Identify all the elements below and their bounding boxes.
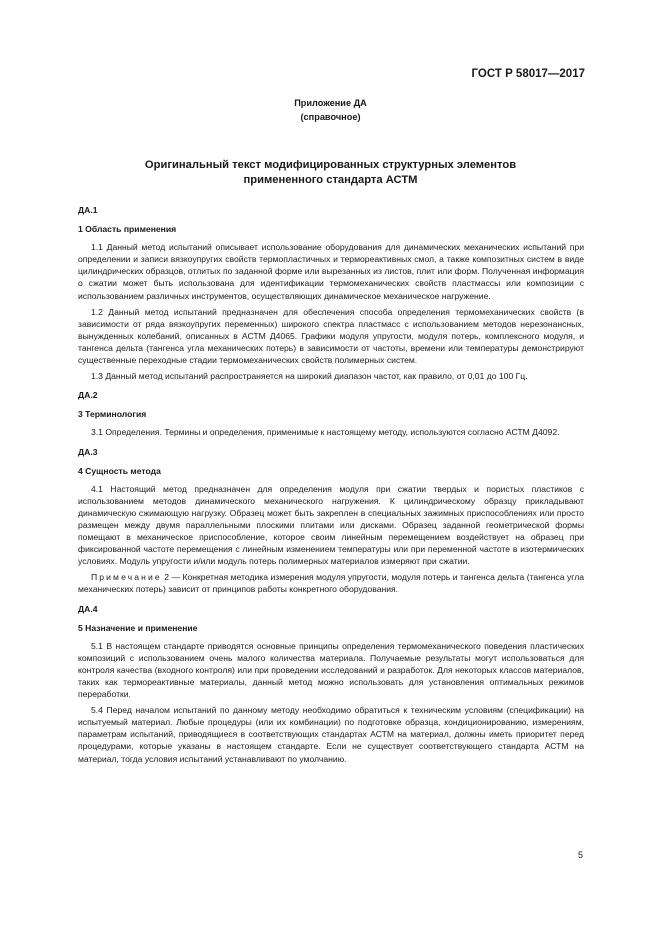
- section-label-da4: ДА.4: [78, 603, 98, 614]
- document-title: [0, 158, 661, 188]
- document-body: [78, 204, 584, 769]
- paragraph-4-1: 4.1 Настоящий метод предназначен для определения модуля при сжатии твердых и пористых пластиков с использованием методов динамического механического нагружения. К цилиндрическому образцу прикладывают динамическую сжимающую нагрузку. Образец может быть закреплен в специальных зажимных приспособлениях или просто размещен между двумя параллельными плоскими плитами или дисками. Образец заданной геометрической формы помещают в механическое приспособление, которое своим линейным перемещением воздействует на образец при фиксированной частоте перемещения с линейным изменением температуры или при переменной частоте в изотермических условиях. Модуль упругости и/или модуль потерь полимерных материалов измеряют при сжатии.: [78, 483, 584, 567]
- note-label: Примечание: [91, 572, 162, 583]
- section-label-da2: ДА.2: [78, 390, 98, 401]
- document-title-line-2: примененного стандарта АСТМ: [243, 174, 418, 186]
- section-heading-terminology: 3 Терминология: [78, 409, 147, 420]
- paragraph-5-4: 5.4 Перед началом испытаний по данному методу необходимо обратиться к техническим условиям (спецификации) на испытуемый материал. Любые процедуры (или их комбинации) по подготовке образца, кондиционированию, измерениям, параметрам испытаний, приводящиеся в соответствующих стандартах АСТМ на материал, должны иметь приоритет перед процедурами, которые указаны в настоящем стандарте. Если не существует соответствующего стандарта АСТМ на материал, тогда условия испытаний устанавливают по умолчанию.: [78, 705, 584, 764]
- appendix-type: (справочное): [300, 112, 361, 122]
- paragraph-5-1: 5.1 В настоящем стандарте приводятся основные принципы определения термомеханического поведения пластических композиций с использованием очень малого количества материала. Получаемые результаты могут использоваться для контроля качества (входного контроля) или при проведении исследований и разработок. Для некоторых классов материалов, таких как термореактивные материалы, данный метод можно использовать для установления оптимальных режимов переработки.: [78, 640, 584, 700]
- paragraph-1-2: 1.2 Данный метод испытаний предназначен для обеспечения способа определения термомеханических свойств (в зависимости от ряда вязкоупругих переменных) широкого спектра пластмасс с использованием методов нерезонансных, вынужденных колебаний, описанных в АСТМ Д4065. Графики модуля упругости, модуля потерь, комплексного модуля, и тангенса дельта (тангенса угла механических потерь) в зависимости от частоты, времени или температуры демонстрируют существенные переходные стадии термомеханических свойств полимерных систем.: [78, 306, 584, 366]
- paragraph-1-1: 1.1 Данный метод испытаний описывает использование оборудования для динамических механических испытаний при определении и записи вязкоупругих свойств термопластичных и термореактивных смол, а также композитных систем в виде цилиндрических образцов, отлитых по заданной форме или вырезанных из листов, плит или форм. Полученная информация о сжатии может быть использована для идентификации термомеханических свойств пластмассы или композиции с использованием различных инструментов, осуществляющих динамическое механическое нагружение.: [78, 242, 584, 301]
- appendix-title: [0, 96, 661, 124]
- section-heading-purpose: 5 Назначение и применение: [78, 622, 198, 633]
- section-heading-method: 4 Сущность метода: [78, 465, 161, 476]
- section-label-da1: ДА.1: [78, 205, 98, 215]
- note-2: [78, 571, 584, 595]
- document-header-id: ГОСТ Р 58017—2017: [471, 68, 585, 80]
- page-number: 5: [577, 850, 583, 860]
- section-heading-scope: 1 Область применения: [78, 224, 177, 235]
- paragraph-3-1: 3.1 Определения. Термины и определения, применимые к настоящему методу, используются согласно АСТМ Д4092.: [91, 427, 560, 438]
- paragraph-1-3: 1.3 Данный метод испытаний распространяется на широкий диапазон частот, как правило, от 0,01 до 100 Гц.: [91, 371, 528, 382]
- section-label-da3: ДА.3: [78, 446, 98, 457]
- note-text: 2 — Конкретная методика измерения модуля упругости, модуля потерь и тангенса дельта (тангенса угла механических потерь) зависит от принципов работы конкретного оборудования.: [78, 572, 584, 595]
- appendix-label: Приложение ДА: [294, 98, 367, 108]
- document-title-line-1: Оригинальный текст модифицированных структурных элементов: [144, 159, 517, 171]
